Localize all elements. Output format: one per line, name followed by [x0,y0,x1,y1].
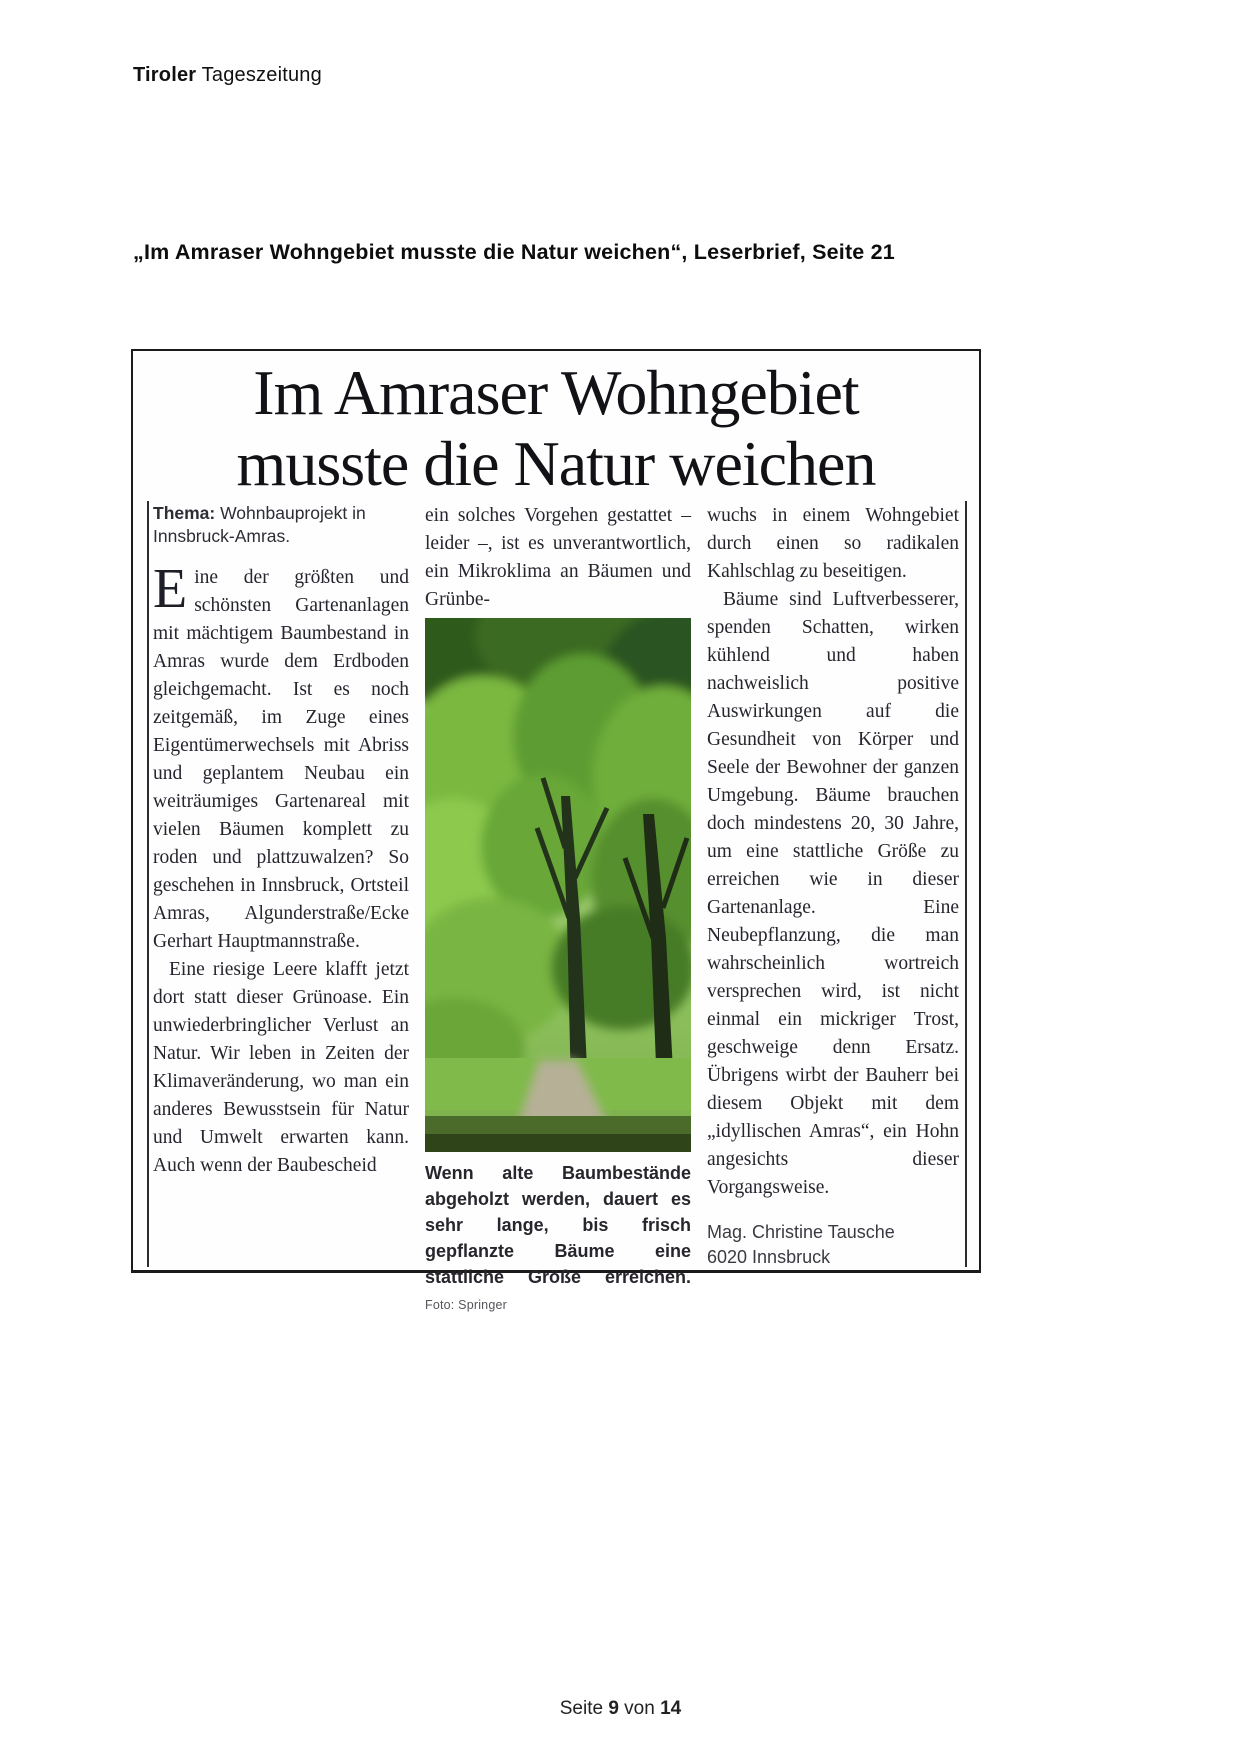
article-column-2 [425,502,691,1312]
body-paragraph: Eine riesige Leere klafft jetzt dort statt dieser Grünoase. Ein unwiederbringlicher Verlust an Natur. Wir leben in Zeiten der Klimaveränderung, wo man ein anderes Bewusstsein für Natur und Umwelt erwarten kann. Auch wenn der Baubescheid [153,959,409,1176]
footer-page-number: 9 [608,1698,619,1719]
drop-cap: E [153,558,188,620]
body-paragraph: ein solches Vorgehen gestattet – leider –, ist es unverantwortlich, ein Mikroklima an Bäumen und Grünbe- [425,505,691,610]
footer-label-of: von [618,1698,661,1719]
masthead [133,64,322,87]
reference-line: „Im Amraser Wohngebiet musste die Natur weichen“, Leserbrief, Seite 21 [133,240,895,264]
body-paragraph [153,558,409,956]
article-column-3 [707,502,959,1267]
column-rule-right [965,501,967,1267]
signature-city: 6020 Innsbruck [707,1247,831,1267]
article-headline [133,357,979,499]
column-rule-left [147,501,149,1267]
article-headline-line1: Im Amraser Wohngebiet [253,357,859,428]
footer-total-pages: 14 [660,1698,682,1719]
letter-signature [707,1220,959,1270]
paragraph-text: ine der größten und schönsten Gartenanlagen mit mächtigem Baumbestand in Amras wurde dem Erdboden gleichgemacht. Ist es noch zeitgemäß, im Zuge eines Eigentümerwechsels mit Abriss und geplantem Neubau ein weiträumiges Gartenareal mit vielen Bäumen komplett zu roden und plattzuwalzen? So geschehen in Innsbruck, Ortsteil Amras, Algunderstraße/Ecke Gerhart Hauptmannstraße. [153,567,409,952]
body-paragraph: wuchs in einem Wohngebiet durch einen so radikalen Kahlschlag zu beseitigen. [707,505,959,582]
signature-name: Mag. Christine Tausche [707,1222,895,1242]
photo-caption [425,1160,691,1318]
masthead-title: Tageszeitung [196,64,322,86]
photo-credit: Foto: Springer [425,1298,508,1312]
article-columns [153,502,959,1312]
thema-line [153,502,409,548]
newspaper-clipping [131,349,981,1312]
body-paragraph: Bäume sind Luftverbesserer, spenden Schatten, wirken kühlend und haben nachweislich positive Auswirkungen auf die Gesundheit von Körper und Seele der Bewohner der ganzen Umgebung. Bäume brauchen doch mindestens 20, 30 Jahre, um eine stattliche Größe zu erreichen wie in dieser Gartenanlage. Eine Neubepflanzung, die man wahrscheinlich wortreich versprechen wird, ist nicht einmal ein mickriger Trost, geschweige denn Ersatz. Übrigens wirbt der Bauherr bei diesem Objekt mit dem „idyllischen Amras“, ein Hohn angesichts dieser Vorgangsweise. [707,589,959,1198]
article-column-1 [153,502,409,1262]
masthead-brand: Tiroler [133,64,197,86]
park-trees-photo [425,618,691,1152]
thema-label: Thema: [153,503,216,523]
page-footer [0,1698,1241,1720]
footer-label-page: Seite [559,1698,609,1719]
thema-text: Wohnbauprojekt in Innsbruck-Amras. [153,503,366,546]
photo-caption-text: Wenn alte Baumbestände abgeholzt werden, dauert es sehr lange, bis frisch gepflanzte Bäume eine stattliche Größe erreichen. [425,1163,691,1287]
article-headline-line2: musste die Natur weichen [236,428,876,499]
